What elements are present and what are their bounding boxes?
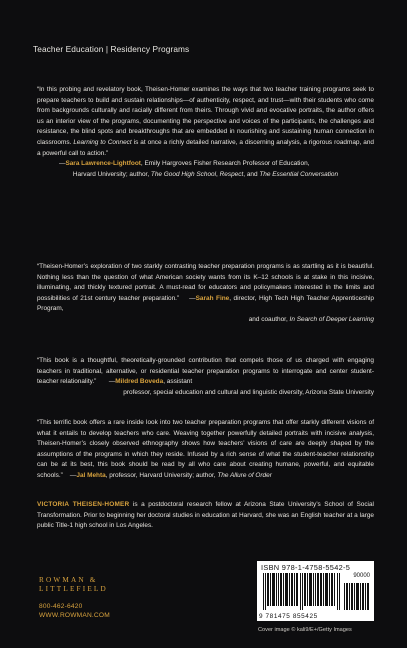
endorser-title: , professor, Harvard University; author, [105, 471, 218, 479]
publisher-logo [39, 576, 108, 594]
endorser-name: Sara Lawrence-Lightfoot [65, 160, 141, 168]
endorser-book-1: The Allure of Order [217, 471, 272, 479]
isbn-barcode [257, 561, 374, 621]
endorsement-4-body: “This terrific book offers a rare inside look into two teacher preparation programs that offer starkly different visions of what it entails to develop teachers who care. Weaving together powerfully detailed portraits with incisive analysis, Theisen-Homer’s closely observed ethnography shows how teachers’ visions of care are deeply shaped by the assumptions of the programs in which they reside. Infused by a rich sense of what the student-teacher relationship can be at its best, this book should be read by all who care about creating humane, powerful, and equitable schools.” [37, 419, 374, 479]
endorsement-1 [37, 85, 374, 180]
endorser-title-2: Harvard University; author, [72, 170, 151, 178]
book-title-italic: Learning to Connect [73, 138, 132, 146]
separator: , and [243, 170, 260, 178]
endorsement-2-body: “Theisen-Homer’s exploration of two starkly contrasting teacher preparation programs is as startling as it is beautiful. Nothing less than the question of what American society wants from its K–12 schools is at stake in this incisive, illuminating, and thickly textured portrait. A must-read for educators and policymakers interested in the limits and possibilities of 21st century teacher preparation.” [37, 263, 374, 302]
separator: , [216, 170, 220, 178]
cover-image-credit: Cover image © kali9/E+/Getty Images [258, 627, 352, 633]
endorser-name: Sarah Fine [195, 294, 230, 302]
endorser-title-2: and coauthor, [248, 315, 290, 323]
em-dash: — [59, 160, 66, 168]
endorsement-4-text [37, 418, 374, 482]
isbn-number: ISBN 978-1-4758-5542-5 [261, 563, 351, 572]
endorsement-3 [37, 356, 374, 398]
endorsement-1-attribution [37, 159, 374, 170]
endorsement-1-body: “In this probing and revelatory book, Theisen-Homer examines the ways that two teacher training programs seek to prepare teachers to build and sustain relationships—of authenticity, respect, and trust—with their students who come from backgrounds culturally and racially different from theirs. Through vivid and evocative portraits, the author offers us an interior view of the programs, documenting the perspective and voices of the participants, the challenges and resistance, the blind spots and breakthroughs that are embedded in nourishing and sustaining human connection in classrooms. [37, 86, 374, 146]
publisher-website: WWW.ROWMAN.COM [39, 612, 110, 619]
endorsement-1-text [37, 85, 374, 159]
endorser-title: , Emily Hargroves Fisher Research Professor of Education, [140, 160, 310, 168]
endorsement-2 [37, 262, 374, 326]
endorser-book-2: Respect [219, 170, 244, 178]
price-code: 90000 [353, 573, 370, 579]
endorser-title: , director, High Tech High Teacher Apprenticeship Program, [37, 294, 374, 313]
barcode-bars-icon [263, 573, 341, 610]
publisher-name-line-2: LITTLEFIELD [39, 585, 108, 593]
endorsement-2-text [37, 262, 374, 315]
endorsement-3-attribution: professor, special education and cultural and linguistic diversity, Arizona State University [123, 388, 374, 396]
author-name: VICTORIA THEISEN-HOMER [37, 501, 130, 508]
category-label: Teacher Education | Residency Programs [33, 44, 190, 54]
endorser-name: Jal Mehta [76, 471, 106, 479]
endorser-name: Mildred Boveda [115, 378, 164, 386]
endorser-book-3: The Essential Conversation [259, 170, 339, 178]
ean-digits: 9 781475 855425 [259, 613, 318, 620]
endorser-book-1: In Search of Deeper Learning [289, 315, 374, 323]
em-dash: — [189, 294, 196, 302]
em-dash: — [69, 471, 77, 479]
endorsement-3-text [37, 356, 374, 388]
em-dash: — [108, 378, 116, 386]
endorsement-2-attribution [37, 315, 374, 326]
endorser-book-1: The Good High School [150, 170, 217, 178]
publisher-name-line-1: ROWMAN & [39, 576, 98, 584]
endorsement-1-body-end: is at once a richly detailed narrative, a discerning analysis, a rigorous roadmap, and a powerful call to action.” [37, 138, 375, 157]
endorser-title: , assistant [163, 378, 193, 386]
endorsement-3-body: “This book is a thoughtful, theoretically-grounded contribution that compels those of us charged with engaging teachers in traditional, alternative, or residential teacher preparation programs to interrogate and center student-teacher relationality.” [37, 357, 374, 386]
author-bio [37, 500, 374, 532]
publisher-phone: 800-462-6420 [39, 603, 83, 610]
endorsement-1-attribution-2 [37, 170, 374, 181]
author-bio-text: is a postdoctoral research fellow at Arizona State University’s School of Social Transformation. Prior to beginning her doctoral studies in education at Harvard, she was an English teacher at a large public Title-1 high school in Los Angeles. [37, 501, 374, 530]
price-barcode-icon [344, 583, 370, 610]
publisher-contact [39, 602, 110, 620]
endorsement-4 [37, 418, 374, 482]
